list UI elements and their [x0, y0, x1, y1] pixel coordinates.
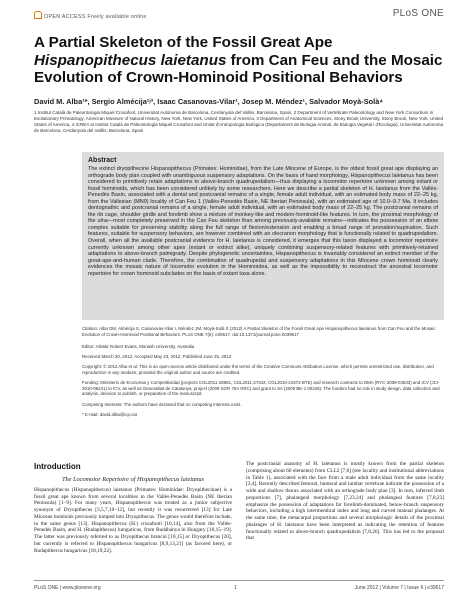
- competing-interests: Competing Interests: The authors have declared that no competing interests exist.: [82, 402, 242, 407]
- abstract-text: The extinct dryopithecine Hispanopithecus (Primates: Hominidae), from the Late Miocene of Europe, is the oldest fossil great ape displaying an orthograde body plan coupled with unambiguous suspensory adaptations. On the basis of hand morphology, Hispanopithecus laietanus has been considered to primitively retain adaptations to above-branch quadrupedalism—thus displaying a locomotor repertoire unknown among extant or fossil hominoids, which has been considered unlikely by some researchers. Here we describe a partial skeleton of H. laietanus from the Vallès-Penedès Basin, associated with a dental and postcranial remains of a single, female adult individual, with an estimated body mass of 22–25 kg, from the Vallesian (MN9) locality of Can Feu 1 (Vallès-Penedès Basin, NE Iberian Peninsula), with an estimated age of 10.0–9.7 Ma. It includes dentognathic and postcranial remains of a single, female adult individual, with an estimated body mass of 22–25 kg. The postcranial remains of the rib cage, shoulder girdle and forelimb show a mixture of monkey-like and modern-hominoid-like features. In turn, the proximal morphology of the ulna—most completely preserved in the Can Feu skeleton than among previously-available remains—indicates the possession of an elbow complex suitable for preserving stability along the full range of flexion/extension and enabling a broad range of pronation/supination. Such features, suitable for suspensory behaviors, are however combined with an olecranon morphology that is functionally related to quadrupedalism. Overall, when all the available postcranial evidence for H. laietanus is considered, it emerges that this taxon displayed a locomotor repertoire currently unknown among other apes (extant or extinct alike), uniquely combining suspensory-related features with primitively-retained adaptations to above-branch palmigrady. Despite phylogenetic uncertainties, Hispanopithecus is invariably considered an extinct member of the great-ape-and-human clade. Therefore, the combination of quadrupedal and suspensory adaptations in this Miocene crown hominoid clearly evidences the mosaic nature of locomotor evolution in the Hominoidea, as well as the impossibility to reconstruct the ancestral locomotor repertoire for crown hominoid subclades on the basis of extant taxa alone.: [88, 166, 438, 277]
- affiliations: 1 Institut Català de Paleontologia Miquel Crusafont, Universitat Autònoma de Barcelona, Cerdanyola del Vallès, Barcelona, Spain, 2 Department of Vertebrate Paleontology and New York Consortium in Evolutionary Primatology, American Museum of Natural History, New York, New York, United States of America, 3 Department of Anatomical Sciences, Stony Brook University, Stony Brook, New York, United States of America, 4 ICREA at Institut Català de Paleontologia Miquel Crusafont and Unitat d'Antropologia Biològica (Departament de Biologia Animal, de Biologia Vegetal i d'Ecologia), Universitat Autònoma de Barcelona, Cerdanyola del Vallès, Barcelona, Spain: [34, 110, 444, 133]
- abstract-box: [82, 152, 444, 320]
- subsection-heading: The Locomotor Repertoire of Hispanopithecus laietanus: [62, 476, 204, 483]
- editor: Editor: Alistair Robert Evans, Monash University, Australia: [82, 344, 195, 349]
- left-column: [34, 477, 232, 554]
- journal-header: [34, 8, 444, 24]
- paper-title: A Partial Skeleton of the Fossil Great Ape Hispanopithecus laietanus from Can Feu and the Mosaic Evolution of Crown-Hominoid Positional Behaviors: [34, 34, 443, 86]
- dates: Received March 20, 2012; Accepted May 23, 2012; Published June 25, 2012: [82, 354, 232, 359]
- abstract-heading: Abstract: [88, 157, 117, 164]
- footer-journal: PLoS ONE | www.plosone.org: [34, 585, 101, 591]
- introduction-heading: Introduction: [34, 462, 81, 471]
- right-column: [246, 461, 444, 542]
- left-column-text: Hispanopithecus (Hispanopithecus) laietanus (Primates: Hominidae: Dryopithecinae) is a fossil great ape known from several localities in the Vallès-Penedès Basin (NE Iberian Peninsula) [1–9]. For many years, Hispanopithecus was treated as a junior subjective synonym of Dryopithecus [3,5,7,10–12], but recently it was resurrected [13] for Late Miocene hominids previously lumped into Dryopithecus. The genus would therefore include, in the same genus [13], Hispanopithecus (H.) crusafonti [10,14], also from the Vallès-Penedès Basin, and H. (Rudapithecus) hungaricus, from Rudábánya in Hungary [10,15–19]. The latter was previously referred to as Dryopithecus brancoi [10,15] or Dryopithecus [20], but currently is referred to Hispanopithecus hungaricus [8,9,13,21] (as favored here), or Rudapithecus hungaricus [18,19,22].: [34, 486, 232, 554]
- funding: Funding: Ministerio de Economia y Competitividad (projects CGL2011-28681, CGL2011-27343, CGL2010-21672-BTE) and research contracts to DMA (RYC-2009-04533) and ICV (JCI-2010-08241) to ICV, as well as Generalitat de Catalunya, project (2009 SGR 754 GRC) and grant to SA (2009 BE-1 00228). The funders had no role in study design, data collection and analysis, decision to publish, or preparation of the manuscript.: [82, 380, 440, 397]
- open-access-lock-icon: [34, 11, 42, 19]
- journal-logo: PLoS ONE: [392, 8, 444, 19]
- citation: Citation: Alba DM, Almécija S, Casanovas-Vilar I, Méndez JM, Moyà-Solà S (2012) A Partial Skeleton of the Fossil Great Ape Hispanopithecus laietanus from Can Feu and the Mosaic Evolution of Crown-Hominoid Positional Behaviors. PLoS ONE 7(6): e39617. doi:10.1371/journal.pone.0039617: [82, 326, 436, 337]
- footer-issue: June 2012 | Volume 7 | Issue 6 | e39617: [354, 585, 444, 591]
- footer-divider: [34, 580, 444, 581]
- email: * E-mail: david.alba@icp.cat: [82, 412, 137, 417]
- author-list: David M. Alba¹*, Sergio Almécija¹ʲ³, Isaac Casanovas-Vilar¹, Josep M. Méndez¹, Salvador Moyà-Solà⁴: [34, 97, 383, 106]
- right-column-text: The postcranial anatomy of H. laietanus is mostly known from the partial skeleton (comprising about 60 elements) from CLL2 [7,8] (see locality and institutional abbreviations in Table 1), associated with the face from a male adult individual from the same locality [3,4]. Recently described femoral, humeral and lumbar vertebrae indicate the possession of a wide and shallow thorax associated with an orthograde body plan [3]. In turn, inferred limb proportions [7], phalangeal morphology [7,23,24] and phalangeal features [7,8,23] emphasize the possession of adaptations for forelimb-dominated, below-branch suspensory behaviors, including a high intermembral index and long and curved manual phalanges. At the same time, the metacarpal proportions and several morphologic details of the proximal phalanges of H. laietanus have been interpreted as indicating the retention of features functionally related to above-branch quadrupedalism [7,8,26]. This has led to the proposal that: [246, 461, 444, 542]
- copyright: Copyright: © 2012 Alba et al. This is an open-access article distributed under the terms of the Creative Commons Attribution License, which permits unrestricted use, distribution, and reproduction in any medium, provided the original author and source are credited.: [82, 364, 434, 375]
- open-access-badge: OPEN ACCESS Freely available online: [34, 11, 147, 20]
- page-number: 1: [234, 585, 237, 591]
